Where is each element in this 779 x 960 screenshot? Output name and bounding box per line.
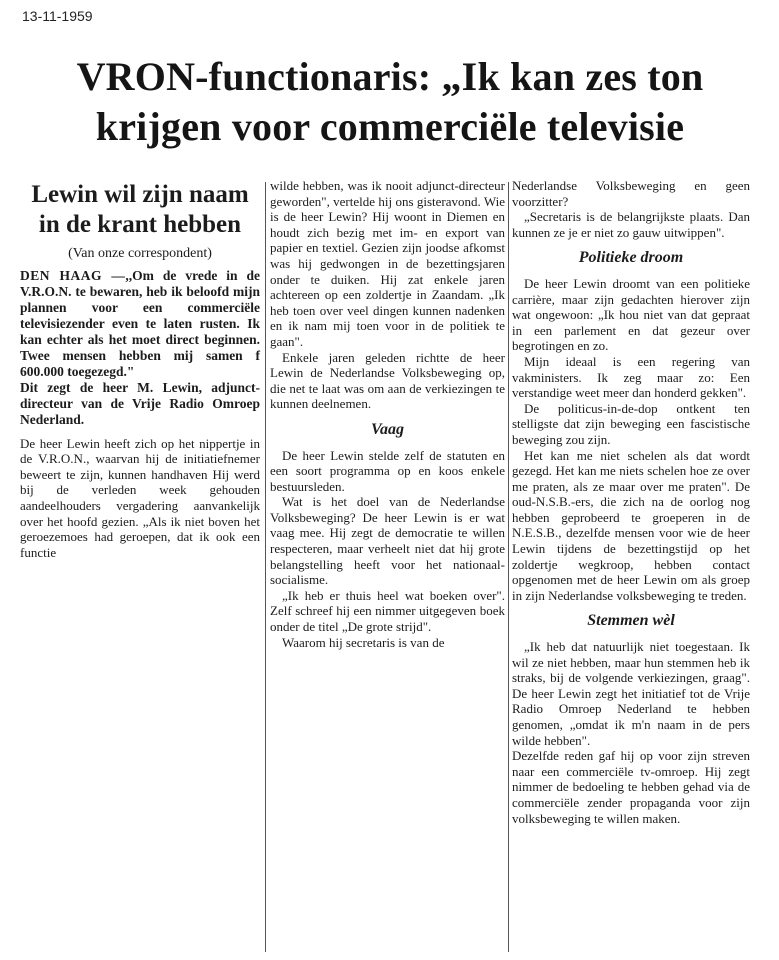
section-heading-stemmen-wel: Stemmen wèl [587,612,675,630]
clipping-date: 13-11-1959 [22,8,93,24]
paragraph: Dezelfde reden gaf hij op voor zijn streven naar een commerciële tv-omroep. Hij zegt nimmer de bedoeling te hebben gehad via de commerciële zender propaganda voor zijn volksbeweging te willen maken. [512,748,750,826]
paragraph: Nederlandse Volksbeweging en geen voorzitter? [512,178,750,209]
article-column-3 [512,178,750,826]
headline [20,52,760,152]
dateline: DEN HAAG — [20,267,126,283]
headline-line-1: VRON-functionaris: „Ik kan zes ton [76,54,704,99]
paragraph: De politicus-in-de-dop ontkent ten stelligste dat zijn beweging een fascistische beweging zou zijn. [512,400,750,447]
paragraph: Waarom hij secretaris is van de [282,634,445,650]
paragraph: Het kan me niet schelen als dat wordt gezegd. Het kan me niets schelen hoe ze over me praten, als ze maar over me praten". De oud-N.S.B.-ers, die zich na de oorlog nog hebben geprobeerd te groeperen in de N.E.S.B., dezelfde mensen voor wie de heer Lewin tijdens de bezettingstijd op het zoldertje wegkroop, hebben contact opgenomen met de heer Lewin om als groep in zijn Nederlandse volksbeweging te treden. [512,447,750,603]
lead-paragraph [20,268,260,428]
lead-text-2: Dit zegt de heer M. Lewin, adjunct-directeur van de Vrije Radio Omroep Nederland. [20,379,260,427]
headline-line-2: krijgen voor commerciële televisie [95,104,685,149]
paragraph: „Ik heb er thuis heel wat boeken over". Zelf schreef hij een nimmer uitgegeven boek onder de titel „De grote strijd". [270,587,505,635]
lead-text: ,,Om de vrede in de V.R.O.N. te bewaren, heb ik beloofd mijn plannen voor een commerciële televisiezender even te laten rusten. Ik kan echter als het moet direct beginnen. Twee mensen hebben mij samen f 600.000 toegezegd." [20,267,260,379]
column-divider [265,182,266,952]
section-heading-politieke-droom: Politieke droom [578,249,684,267]
paragraph: „Secretaris is de belangrijkste plaats. Dan kunnen ze je er niet zo gauw uitwippen". [512,209,750,240]
byline: (Van onze correspondent) [68,246,212,261]
sub-headline-line-1: Lewin wil zijn naam [31,181,249,208]
paragraph: De heer Lewin heeft zich op het nippertje in de V.R.O.N., waarvan hij de initiatiefnemer beweert te zijn, kunnen handhaven Hij werd bij de verleden week gehouden aandeelhouders vergadering aanvankelijk over het hoofd gezien. „Als ik niet boven het geroezemoes had geroepen, dat ik ook een functie [20,435,260,560]
column-divider [508,182,509,952]
paragraph: De heer Lewin droomt van een politieke carrière, maar zijn gedachten hierover zijn wat ongewoon: „Ik hou niet van dat gepraat in een parlement en dat gezeur over begrotingen en zo. [512,275,750,354]
paragraph: De heer Lewin stelde zelf de statuten en een soort programma op en koos enkele bestuursleden. [270,447,505,494]
paragraph: Mijn ideaal is een regering van vakministers. Ik zeg maar zo: Een verstandige weet meer dan honderd gekken". [512,353,750,401]
sub-headline-line-2: in de krant hebben [38,211,242,238]
section-heading-vaag: Vaag [371,420,404,438]
article-column-1 [20,178,260,560]
sub-headline [20,180,260,240]
paragraph: „Ik heb dat natuurlijk niet toegestaan. Ik wil ze niet hebben, maar hun stemmen heb ik straks, bij de volgende verkiezingen, graag". De heer Lewin zegt het initiatief tot de Vrije Radio Omroep Nederland te hebben genomen, „omdat ik m'n naam in de pers wilde hebben". [512,639,750,748]
paragraph: Enkele jaren geleden richtte de heer Lewin de Nederlandse Volksbeweging op, die net te laat was om aan de verkiezingen te kunnen deelnemen. [270,349,505,412]
paragraph: Wat is het doel van de Nederlandse Volksbeweging? De heer Lewin is er wat vaag mee. Hij zegt de democratie te willen respecteren, maar verheelt niet dat hij grote belangstelling heeft voor het nationaal-socialisme. [270,494,505,588]
paragraph: wilde hebben, was ik nooit adjunct-directeur geworden", vertelde hij ons gisteravond. Wie is de heer Lewin? Hij woont in Diemen en houdt zich bezig met im- en export van papier en textiel. Gezien zijn joodse afkomst was hij gedwongen in de bezettingsjaren onder te duiken. Hij zat enkele jaren achtereen op een zoldertje in Zaandam. „Ik heb toen over veel dingen kunnen nadenken en ik nam mij toen voor in de politiek te gaan". [270,178,505,349]
article-column-2 [270,178,505,650]
